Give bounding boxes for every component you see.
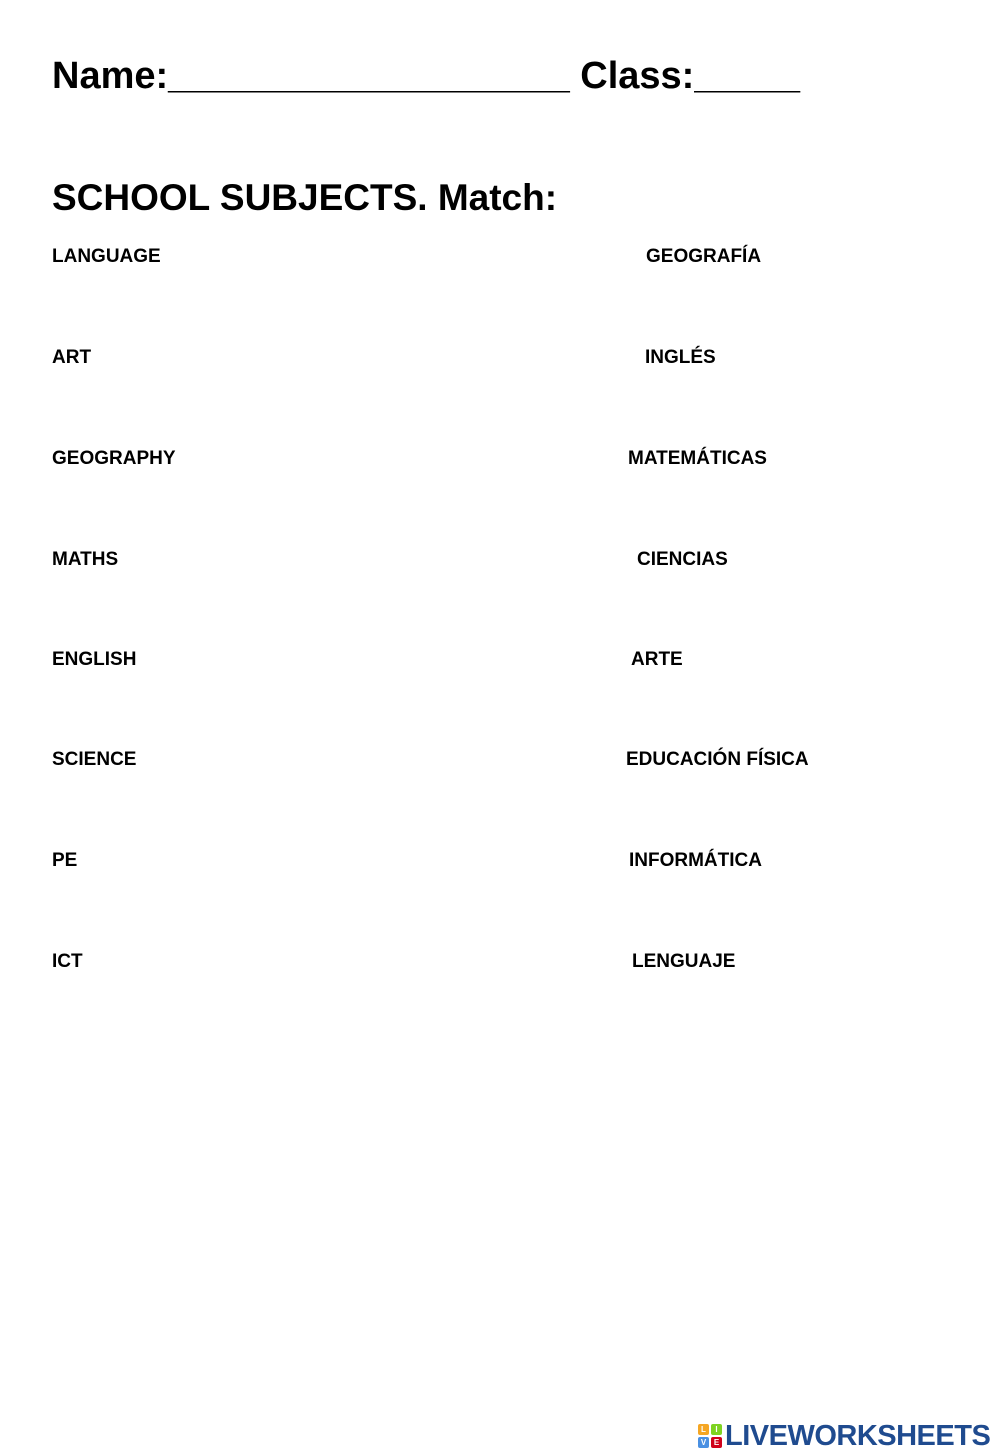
left-item-english[interactable]: ENGLISH [52, 649, 137, 670]
left-item-pe[interactable]: PE [52, 850, 78, 871]
right-item-informatica[interactable]: INFORMÁTICA [629, 850, 762, 871]
class-blank[interactable]: _____ [694, 55, 800, 97]
logo-mark-tile: L [698, 1424, 709, 1435]
left-item-maths[interactable]: MATHS [52, 549, 119, 570]
liveworksheets-logo-icon [698, 1424, 722, 1448]
logo-mark-tile: I [711, 1424, 722, 1435]
right-item-ingles[interactable]: INGLÉS [645, 347, 716, 368]
left-item-art[interactable]: ART [52, 347, 92, 368]
name-label: Name: [52, 55, 169, 97]
logo-text: LIVEWORKSHEETS [725, 1419, 991, 1452]
page-title: SCHOOL SUBJECTS. Match: [52, 177, 558, 218]
right-item-geografia[interactable]: GEOGRAFÍA [646, 246, 762, 267]
left-item-geography[interactable]: GEOGRAPHY [52, 448, 176, 469]
right-item-matematicas[interactable]: MATEMÁTICAS [628, 448, 767, 469]
class-label: Class: [580, 55, 695, 97]
left-item-language[interactable]: LANGUAGE [52, 246, 161, 267]
right-item-arte[interactable]: ARTE [631, 649, 683, 670]
right-item-lenguaje[interactable]: LENGUAJE [632, 951, 736, 972]
logo-mark-tile: V [698, 1437, 709, 1448]
name-class-line [52, 52, 800, 100]
liveworksheets-logo [698, 1419, 990, 1453]
right-item-ciencias[interactable]: CIENCIAS [637, 549, 728, 570]
logo-mark-tile: E [711, 1437, 722, 1448]
right-item-educacion-fisica[interactable]: EDUCACIÓN FÍSICA [626, 749, 809, 770]
left-item-science[interactable]: SCIENCE [52, 749, 137, 770]
name-blank[interactable]: ___________________ [168, 55, 570, 97]
left-item-ict[interactable]: ICT [52, 951, 83, 972]
